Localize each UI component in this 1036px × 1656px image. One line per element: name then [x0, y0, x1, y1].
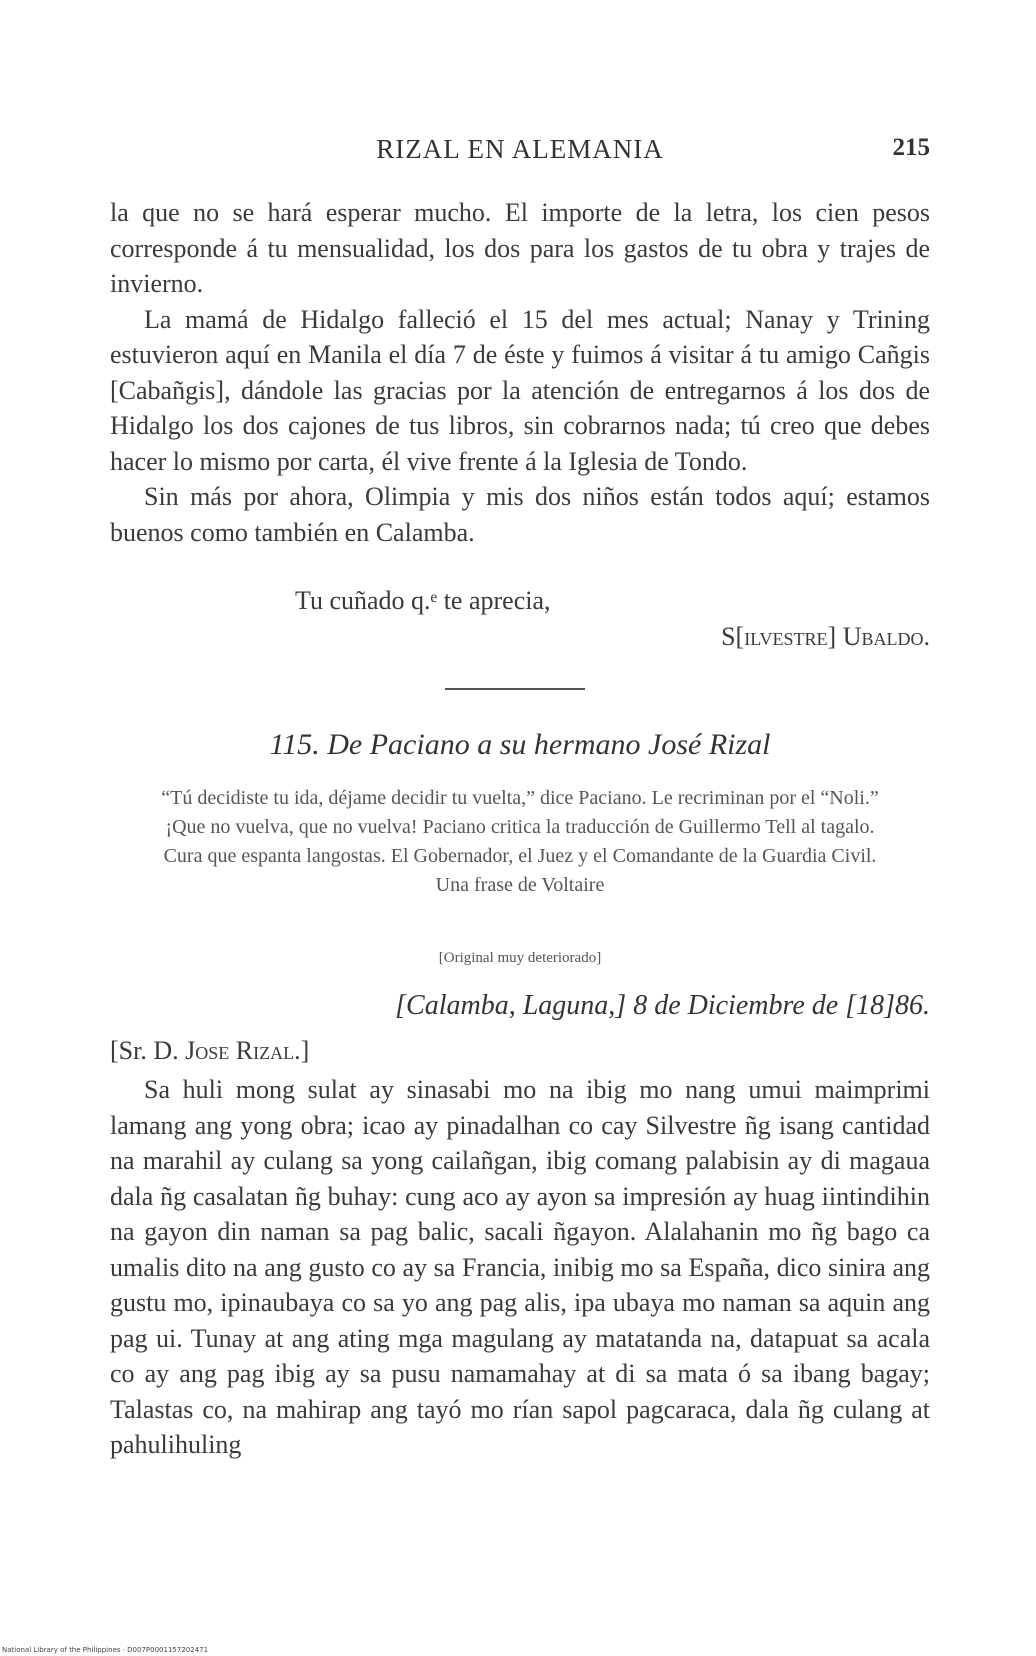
letter-heading: 115. De Paciano a su hermano José Rizal [269, 728, 771, 761]
scan-credit: National Library of the Philippines · D007P0001157202471 [2, 1646, 209, 1654]
salutation-suffix: .] [294, 1036, 310, 1065]
page-number: 215 [892, 134, 930, 161]
salutation-name: Jose Rizal [185, 1036, 295, 1065]
paragraph: La mamá de Hidalgo falleció el 15 del mes actual; Nanay y Trining estuvieron aquí en Manila el día 7 de éste y fuimos á visitar á tu amigo Cañgis [Cabañgis], dándole las gracias por la atención de entregarnos á los dos de Hidalgo los dos cajones de tus libros, sin cobrarnos nada; tú creo que debes hacer lo mismo por carta, él vive frente á la Iglesia de Tondo. [110, 304, 930, 476]
salutation-prefix: [Sr. D. [110, 1036, 186, 1065]
letter-114-continuation [110, 195, 930, 550]
signature-bracket-close: ] [827, 622, 843, 651]
letter-summary: “Tú decidiste tu ida, déjame decidir tu vuelta,” dice Paciano. Le recriminan por el “Noli.” ¡Que no vuelva, que no vuelva! Paciano critica la traducción de Guillermo Tell al tagalo. Cura que espanta langostas. El Gobernador, el Juez y el Comandante de la Guardia Civil. Una frase de Voltaire [161, 787, 879, 896]
salutation [110, 1036, 309, 1066]
paragraph: Sa huli mong sulat ay sinasabi mo na ibig mo nang umui maimprimi lamang ang yong obra; icao ay pinadalhan co cay Silvestre ñg isang cantidad na marahil ay culang sa yong cailañgan, ibig comang palabisin ay di magaua dala ñg casalatan ñg buhay: cung aco ay ayon sa impresión ay huag iintindihin na gayon din naman sa pag balic, sacali ñgayon. Alalahanin mo ñg bago ca umalis dito na ang gusto co ay sa Francia, inibig mo sa España, dico sinira ang gustu mo, ipinaubaya co sa yo ang pag alis, ipa ubaya mo naman sa aquin ang pag ui. Tunay at ang ating mga magulang ay matatanda na, datapuat sa acala co ay ang pag ibig ay sa pusu namamahay at di sa mata ó sa ibang bagay; Talastas co, na mahirap ang tayó mo rían sapol pagcaraca, dala ñg culang at pahulihuling [110, 1075, 930, 1459]
signature [721, 622, 930, 652]
editorial-note: [Original muy deteriorado] [438, 950, 602, 966]
signature-bracket-open: S[ [721, 622, 745, 651]
section-divider [445, 688, 585, 690]
running-title: RIZAL EN ALEMANIA [376, 134, 664, 164]
signature-name: ilvestre [744, 622, 828, 651]
paragraph: la que no se hará esperar mucho. El importe de la letra, los cien pesos corresponde á tu mensualidad, los dos para los gastos de tu obra y trajes de invierno. [110, 198, 930, 298]
dateline: [Calamba, Laguna,] 8 de Diciembre de [18]86. [395, 990, 930, 1021]
page-header [110, 134, 930, 168]
signature-surname: Ubaldo. [842, 622, 930, 651]
paragraph: Sin más por ahora, Olimpia y mis dos niños están todos aquí; estamos buenos como también en Calamba. [110, 482, 930, 547]
letter-closing: Tu cuñado q.ᵉ te aprecia, [295, 586, 551, 615]
letter-115-body [110, 1072, 930, 1463]
